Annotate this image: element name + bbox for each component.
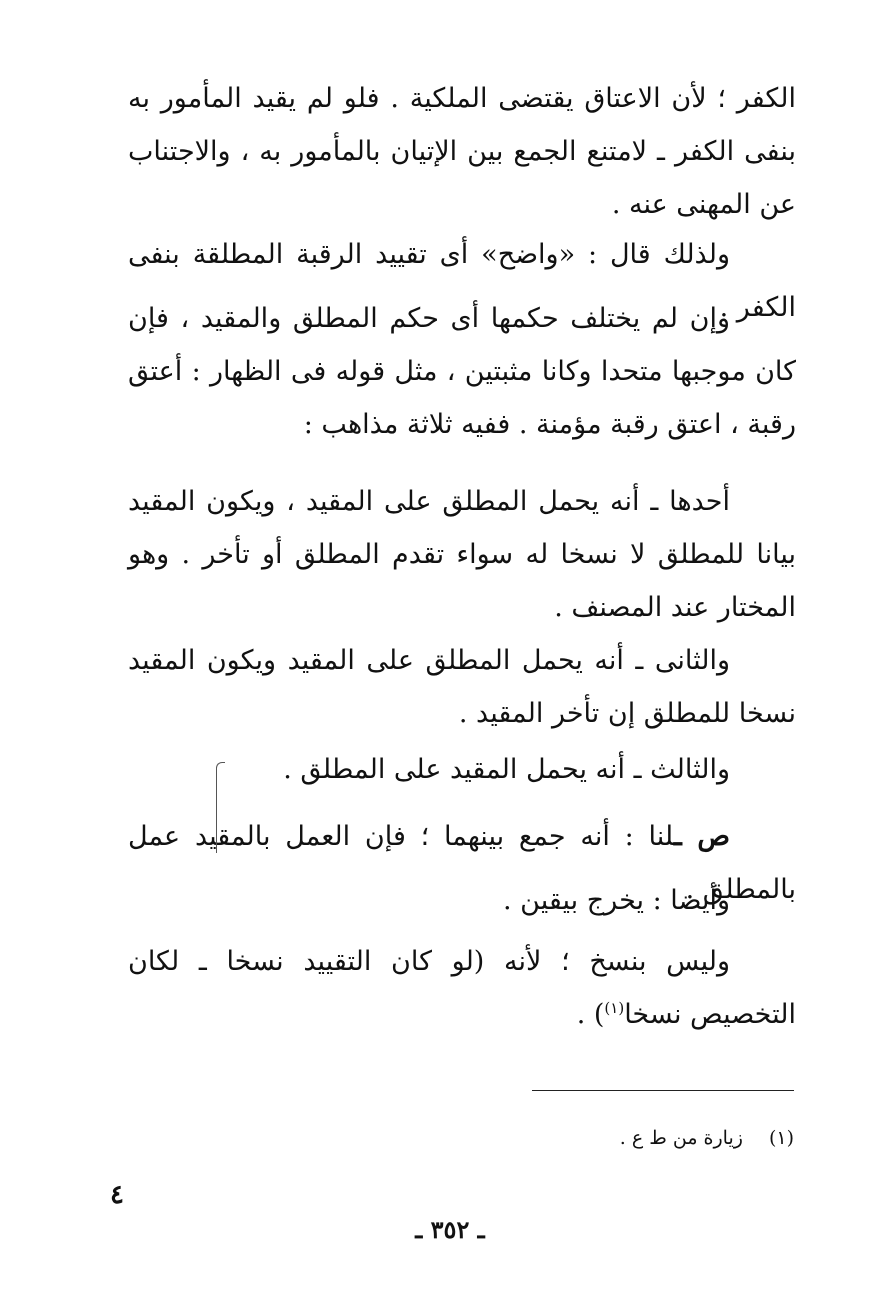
paragraph-6: والثالث ـ أنه يحمل المقيد على المطلق . xyxy=(283,754,730,785)
footnote-reference: (١) xyxy=(604,999,625,1017)
paragraph-7-text: لنا : أنه جمع بينهما ؛ فإن العمل بالمقيد عمل بالمطلق . xyxy=(128,821,796,905)
paragraph-1: الكفر ؛ لأن الاعتاق يقتضى الملكية . فلو لم يقيد المأمور به بنفى الكفر ـ لامتنع الجمع بين الإتيان بالمأمور به ، والاجتناب عن المهنى عنه . xyxy=(128,83,796,220)
paragraph-9 xyxy=(128,935,796,1041)
paragraph-8: وأيضا : يخرج بيقين . xyxy=(503,885,730,916)
paragraph-2: ولذلك قال : «واضح» أى تقييد الرقبة المطلقة بنفى الكفر . xyxy=(128,239,796,323)
paragraph-3: وإن لم يختلف حكمها أى حكم المطلق والمقيد ، فإن كان موجبها متحدا وكانا مثبتين ، مثل قوله فى الظهار : أعتق رقبة ، اعتق رقبة مؤمنة . ففيه ثلاثة مذاهب : xyxy=(128,303,796,440)
margin-mark: ٤ xyxy=(110,1180,124,1210)
footnote-number: (١) xyxy=(768,1127,794,1149)
paragraph-4: أحدها ـ أنه يحمل المطلق على المقيد ، ويكون المقيد بيانا للمطلق لا نسخا له سواء تقدم المطلق أو تأخر . وهو المختار عند المصنف . xyxy=(128,486,796,623)
footnote-divider xyxy=(532,1090,794,1091)
paragraph-9-closing: ) . xyxy=(576,999,605,1030)
footnote xyxy=(300,1120,794,1156)
footnote-text: زيارة من ط ع . xyxy=(619,1127,743,1149)
page-number: ـ ٣٥٢ ـ xyxy=(415,1215,485,1244)
margin-bracket xyxy=(216,762,225,853)
paragraph-9-text: وليس بنسخ ؛ لأنه (لو كان التقييد نسخا ـ لكان التخصيص نسخا xyxy=(128,946,796,1030)
paragraph-5: والثانى ـ أنه يحمل المطلق على المقيد ويكون المقيد نسخا للمطلق إن تأخر المقيد . xyxy=(128,645,796,729)
sad-marker: ص ـ xyxy=(673,821,731,852)
